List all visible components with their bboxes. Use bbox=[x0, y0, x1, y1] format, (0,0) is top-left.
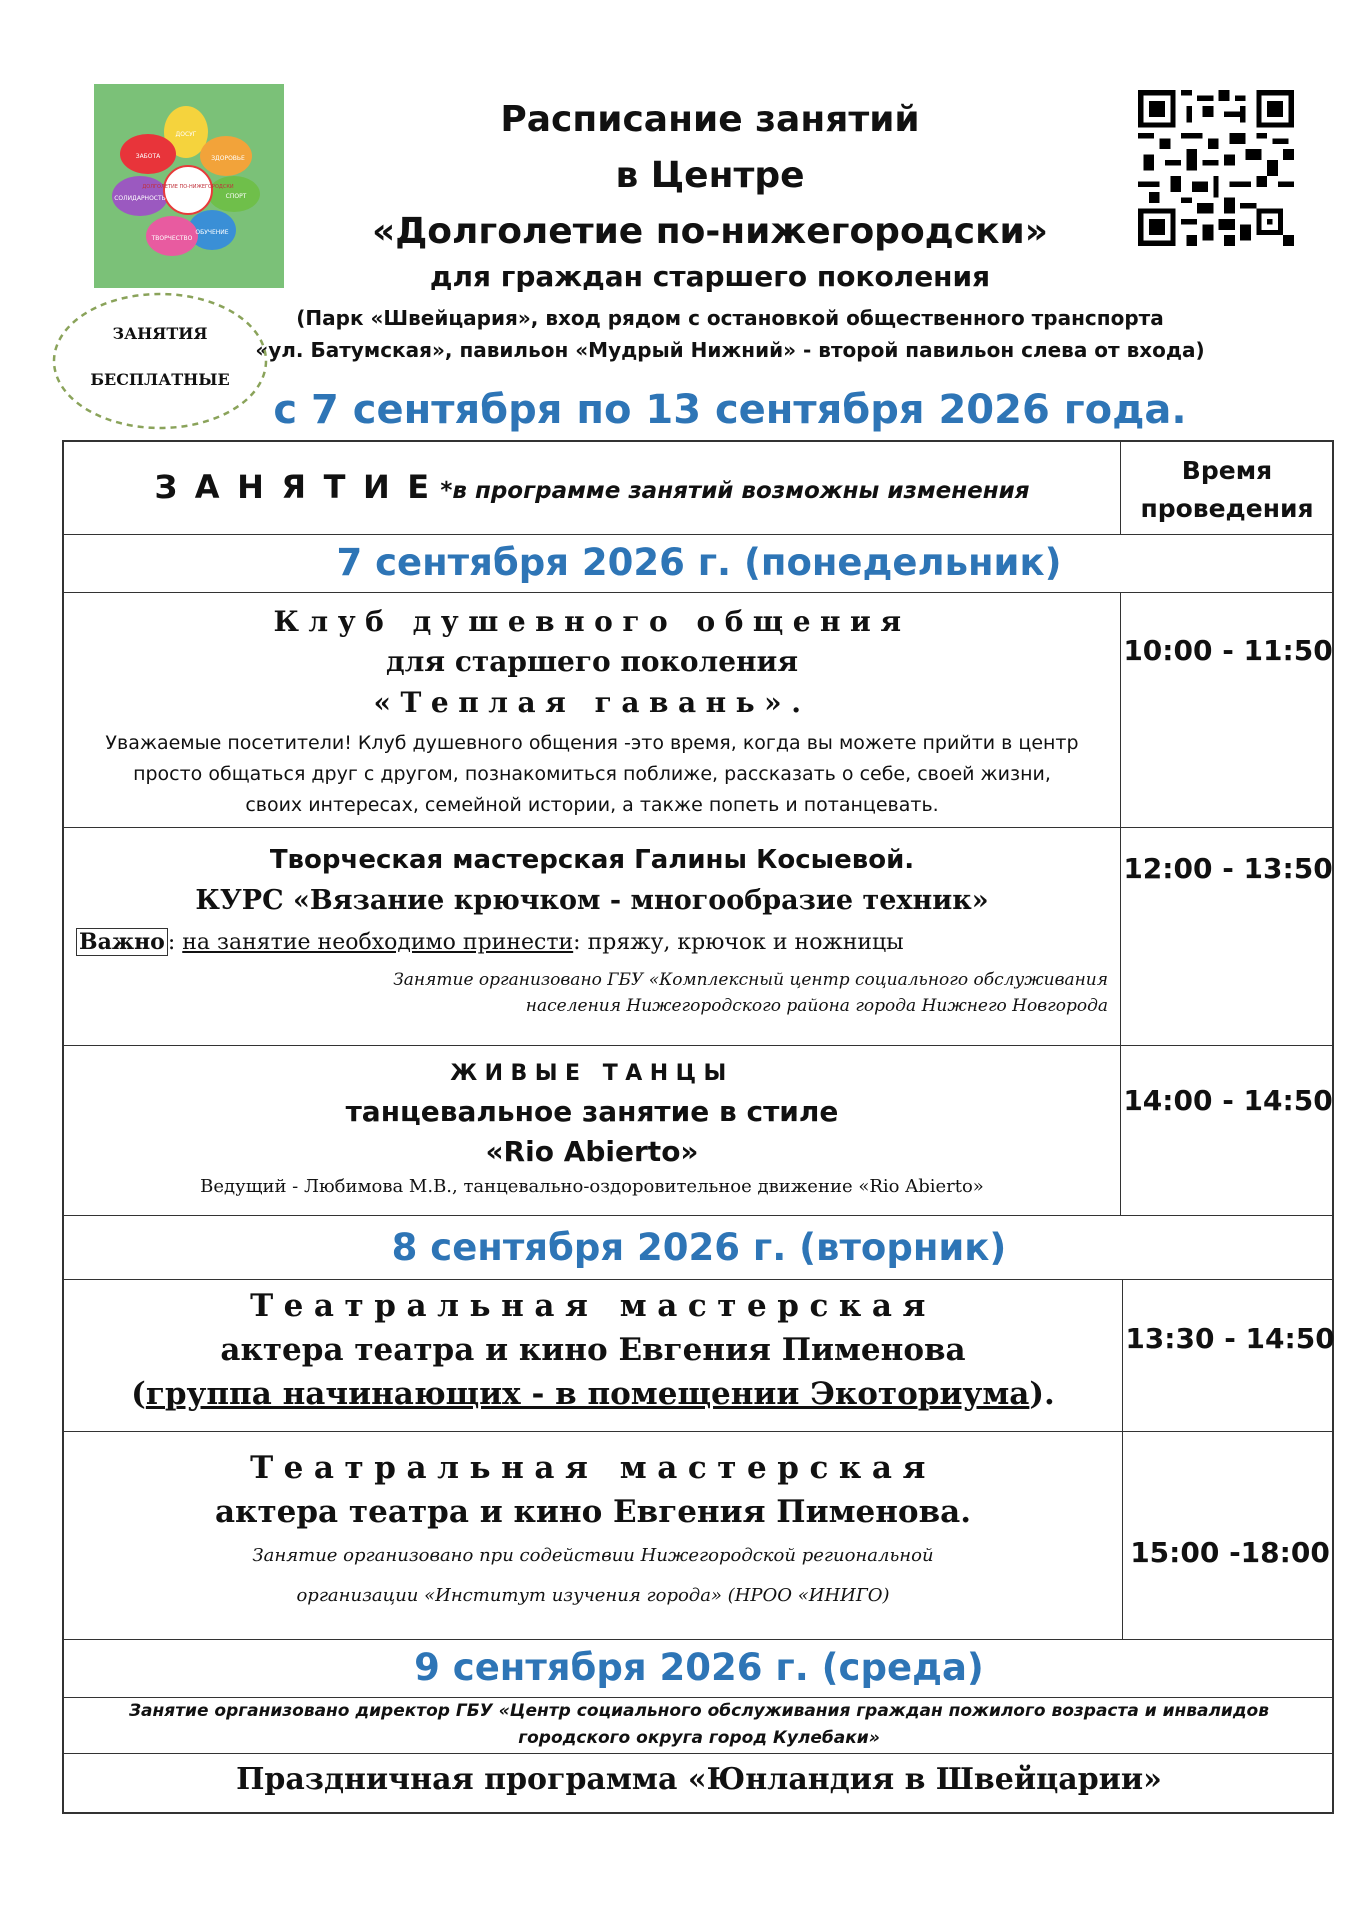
page-title bbox=[270, 92, 1150, 260]
day-heading-wednesday: 9 сентября 2026 г. (среда) bbox=[414, 1646, 984, 1689]
address bbox=[250, 302, 1210, 366]
event-holiday-program: Праздничная программа «Юнландия в Швейцарии» bbox=[236, 1762, 1162, 1797]
event-time: 12:00 - 13:50 bbox=[1123, 852, 1333, 885]
badge-line-2: БЕСПЛАТНЫЕ bbox=[90, 370, 230, 389]
schedule-period: с 7 сентября по 13 сентября 2026 года. bbox=[273, 387, 1187, 433]
event-organizer: Занятие организовано директор ГБУ «Центр социального обслуживания граждан пожилого возраста и инвалидов городского округа город Кулебаки» bbox=[128, 1701, 1269, 1748]
event-crochet: Творческая мастерская Галины Косыевой. КУРС «Вязание крючком - многообразие техник» Важно : на занятие необходимо принести: пряжу, крючок и ножницы Занятие организовано ГБУ «Комплексный центр социального обслуживания населения Нижегородского района города Нижнего Новгорода bbox=[64, 840, 1120, 1019]
title-line-1: Расписание занятий bbox=[500, 99, 920, 140]
svg-text:ТВОРЧЕСТВО: ТВОРЧЕСТВО bbox=[151, 235, 193, 242]
logo bbox=[94, 84, 284, 288]
title-line-3: «Долголетие по-нижегородски» bbox=[371, 211, 1049, 252]
svg-text:ОБУЧЕНИЕ: ОБУЧЕНИЕ bbox=[195, 229, 229, 236]
schedule-table bbox=[62, 440, 1334, 1814]
svg-text:ЗДОРОВЬЕ: ЗДОРОВЬЕ bbox=[211, 155, 245, 162]
day-heading-monday: 7 сентября 2026 г. (понедельник) bbox=[336, 541, 1062, 584]
address-line-2: «ул. Батумская», павильон «Мудрый Нижний» - второй павильон слева от входа) bbox=[255, 338, 1205, 362]
table-header-time: Время проведения bbox=[1140, 456, 1314, 523]
table-header-title: З А Н Я Т И Е *в программе занятий возможны изменения bbox=[154, 468, 1030, 506]
qr-code-icon bbox=[1138, 90, 1294, 246]
event-warm-harbor: Клуб душевного общения для старшего поколения «Теплая гавань». Уважаемые посетители! Клуб душевного общения -это время, когда вы можете прийти в центр просто общаться друг с другом, познакомиться поближе, рассказать о себе, своей жизни, своих интересах, семейной истории, а также попеть и потанцевать. bbox=[105, 605, 1079, 816]
day-heading-tuesday: 8 сентября 2026 г. (вторник) bbox=[391, 1226, 1007, 1269]
svg-text:ЗАБОТА: ЗАБОТА bbox=[135, 153, 161, 160]
subtitle: для граждан старшего поколения bbox=[429, 260, 991, 293]
event-time: 14:00 - 14:50 bbox=[1123, 1084, 1333, 1117]
title-line-2: в Центре bbox=[615, 155, 805, 196]
svg-text:СОЛИДАРНОСТЬ: СОЛИДАРНОСТЬ bbox=[114, 195, 166, 202]
qr-code[interactable] bbox=[1138, 90, 1294, 246]
badge-line-1: ЗАНЯТИЯ bbox=[112, 324, 208, 343]
address-line-1: (Парк «Швейцария», вход рядом с остановкой общественного транспорта bbox=[296, 306, 1164, 330]
important-label: Важно bbox=[76, 928, 168, 956]
event-theatre: Театральная мастерская актера театра и кино Евгения Пименова. Занятие организовано при содействии Нижегородской региональной организации «Институт изучения города» (НРОО «ИНИГО) bbox=[214, 1450, 972, 1606]
svg-text:ДОЛГОЛЕТИЕ ПО-НИЖЕГОРОДСКИ: ДОЛГОЛЕТИЕ ПО-НИЖЕГОРОДСКИ bbox=[142, 184, 234, 190]
flower-logo-icon bbox=[94, 84, 284, 288]
event-live-dances: ЖИВЫЕ ТАНЦЫ танцевальное занятие в стиле «Rio Abierto» Ведущий - Любимова М.В., танцевально-оздоровительное движение «Rio Abierto» bbox=[200, 1061, 984, 1197]
event-time: 15:00 -18:00 bbox=[1130, 1536, 1330, 1569]
svg-text:СПОРТ: СПОРТ bbox=[225, 193, 247, 200]
event-theatre-beginners: Театральная мастерская актера театра и кино Евгения Пименова (группа начинающих - в помещении Экоториума). bbox=[131, 1288, 1055, 1412]
event-time: 10:00 - 11:50 bbox=[1123, 634, 1333, 667]
event-time: 13:30 - 14:50 bbox=[1125, 1322, 1335, 1355]
svg-text:ДОСУГ: ДОСУГ bbox=[175, 131, 197, 138]
